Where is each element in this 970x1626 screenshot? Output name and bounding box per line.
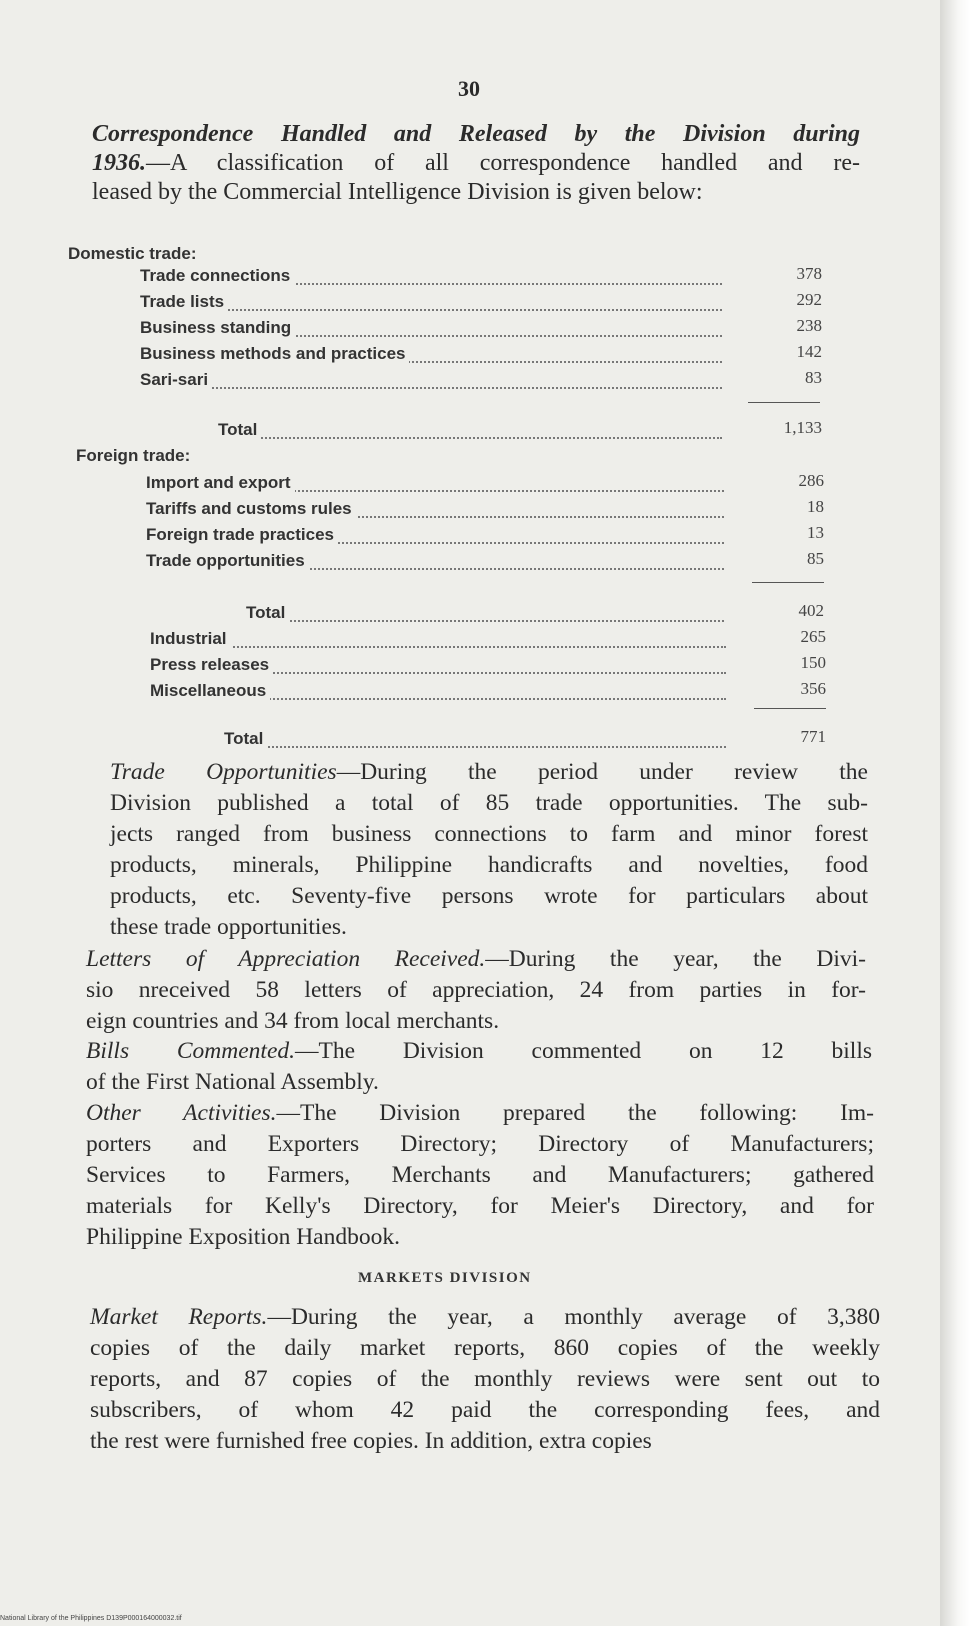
text-run: products, minerals, Philippine handicrafts and novelties, food [110,852,868,878]
italic-run: Market Reports. [90,1304,268,1330]
row-label-text: Business methods and practices [140,344,409,364]
bills-paragraph [86,1036,872,1098]
other-item-value: 265 [800,627,826,646]
text-run: of the First National Assembly. [86,1069,379,1095]
text-run: —During the year, a monthly average of 3,380 [267,1304,881,1330]
text-run: jects ranged from business connections to farm and minor forest [110,821,868,847]
paragraph-line [90,1426,880,1457]
domestic-item-label [140,344,409,364]
row-label-text: Trade lists [140,292,228,312]
paragraph-line [86,1222,874,1253]
text-run: these trade opportunities. [110,914,347,940]
grand-total-label [224,729,267,749]
paragraph-line [86,1067,872,1098]
text-run: copies of the daily market reports, 860 copies of the weekly [90,1335,880,1361]
paragraph-line [86,1129,874,1160]
dot-leader [154,646,726,648]
domestic-item-label [140,292,228,312]
paragraph-line [110,881,868,912]
other-item-label [150,681,270,701]
paragraph-line [90,1333,880,1364]
other-item-label [150,655,273,675]
foreign-item-label [146,499,356,519]
text-run: reports, and 87 copies of the monthly reviews were sent out to [90,1366,880,1392]
text-run: subscribers, of whom 42 paid the corresponding fees, and [90,1397,880,1423]
text-run: Philippine Exposition Handbook. [86,1224,400,1250]
paragraph-line [86,1036,872,1067]
text-run: eign countries and 34 from local merchants. [86,1008,500,1034]
foreign-trade-heading: Foreign trade: [76,446,191,465]
foreign-item-label [146,525,338,545]
foreign-item-label [146,473,295,493]
dot-leader [250,620,724,622]
page-edge [940,0,970,1626]
domestic-item-label [140,318,295,338]
paragraph-line [110,850,868,881]
paragraph-line [92,120,860,149]
row-label-text: Sari-sari [140,370,212,390]
row-label-text: Trade opportunities [146,551,309,571]
grand-total-rule [754,708,826,709]
text-run: —The Division commented on 12 bills [295,1038,872,1064]
paragraph-line [90,1364,880,1395]
paragraph-line [110,912,868,943]
row-label-text: Total [224,729,267,749]
row-label-text: Total [218,420,261,440]
text-run: sio nreceived 58 letters of appreciation, 24 from parties in for- [86,977,866,1003]
other-item-value: 356 [800,679,826,698]
paragraph-line [90,1302,880,1333]
paragraph-line [110,788,868,819]
domestic-item-label [140,370,212,390]
other-item-value: 150 [800,653,826,672]
foreign-total-value: 402 [798,601,824,620]
markets-division-heading: MARKETS DIVISION [358,1270,532,1286]
foreign-total-rule [752,582,824,583]
text-run: —During the period under review the [336,759,868,785]
domestic-total-rule [748,402,820,403]
text-run: Services to Farmers, Merchants and Manufacturers; gathered [86,1162,874,1188]
row-label-text: Industrial [150,629,231,649]
paragraph-line [86,1191,874,1222]
row-label-text: Miscellaneous [150,681,270,701]
row-label-text: Trade connections [140,266,294,286]
other-item-label [150,629,231,649]
foreign-item-value: 286 [798,471,824,490]
dot-leader [228,746,726,748]
dot-leader [144,309,722,311]
paragraph-line [86,1006,866,1037]
row-label-text: Foreign trade practices [146,525,338,545]
domestic-item-value: 83 [805,368,822,387]
trade-opportunities-paragraph [110,757,868,943]
dot-leader [144,387,722,389]
foreign-item-value: 85 [807,549,824,568]
text-run: materials for Kelly's Directory, for Meier's Directory, and for [86,1193,874,1219]
grand-total-value: 771 [800,727,826,746]
row-label-text: Total [246,603,289,623]
paragraph-line [86,944,866,975]
text-run: the rest were furnished free copies. In addition, extra copies [90,1428,652,1454]
row-label-text: Press releases [150,655,273,675]
italic-run: Trade Opportunities [110,759,337,785]
domestic-item-value: 292 [796,290,822,309]
text-run: porters and Exporters Directory; Directory of Manufacturers; [86,1131,874,1157]
market-reports-paragraph [90,1302,880,1457]
italic-run: Other Activities. [86,1100,277,1126]
domestic-total-value: 1,133 [783,418,822,437]
text-run: products, etc. Seventy-five persons wrote for particulars about [110,883,868,909]
dot-leader [222,437,722,439]
paragraph-line [86,1098,874,1129]
paragraph-line [90,1395,880,1426]
text-run: leased by the Commercial Intelligence Division is given below: [92,179,703,205]
paragraph-line [86,975,866,1006]
text-run: —A classification of all correspondence handled and re- [146,150,860,176]
row-label-text: Import and export [146,473,295,493]
italic-run: Correspondence Handled and Released by the Division during [92,121,860,147]
domestic-trade-heading: Domestic trade: [68,244,197,263]
domestic-item-value: 238 [796,316,822,335]
row-label-text: Tariffs and customs rules [146,499,356,519]
text-run: —During the year, the Divi- [485,946,866,972]
row-label-text: Business standing [140,318,295,338]
domestic-item-label [140,266,294,286]
paragraph-line [86,1160,874,1191]
other-activities-paragraph [86,1098,874,1253]
paragraph-line [92,178,860,207]
letters-paragraph [86,944,866,1037]
foreign-item-label [146,551,309,571]
intro-paragraph [92,120,860,207]
domestic-item-value: 378 [796,264,822,283]
footer-caption: National Library of the Philippines D139P000164000032.tif [0,1615,182,1622]
paragraph-line [110,819,868,850]
paragraph-line [92,149,860,178]
domestic-total-label [218,420,261,440]
italic-run: 1936. [92,150,146,176]
italic-run: Bills Commented. [86,1038,295,1064]
foreign-item-value: 13 [807,523,824,542]
paragraph-line [110,757,868,788]
foreign-total-label [246,603,289,623]
italic-run: Letters of Appreciation Received. [86,946,486,972]
domestic-item-value: 142 [796,342,822,361]
foreign-item-value: 18 [807,497,824,516]
text-run: Division published a total of 85 trade opportunities. The sub- [110,790,868,816]
page-number: 30 [458,76,480,101]
text-run: —The Division prepared the following: Im- [276,1100,875,1126]
